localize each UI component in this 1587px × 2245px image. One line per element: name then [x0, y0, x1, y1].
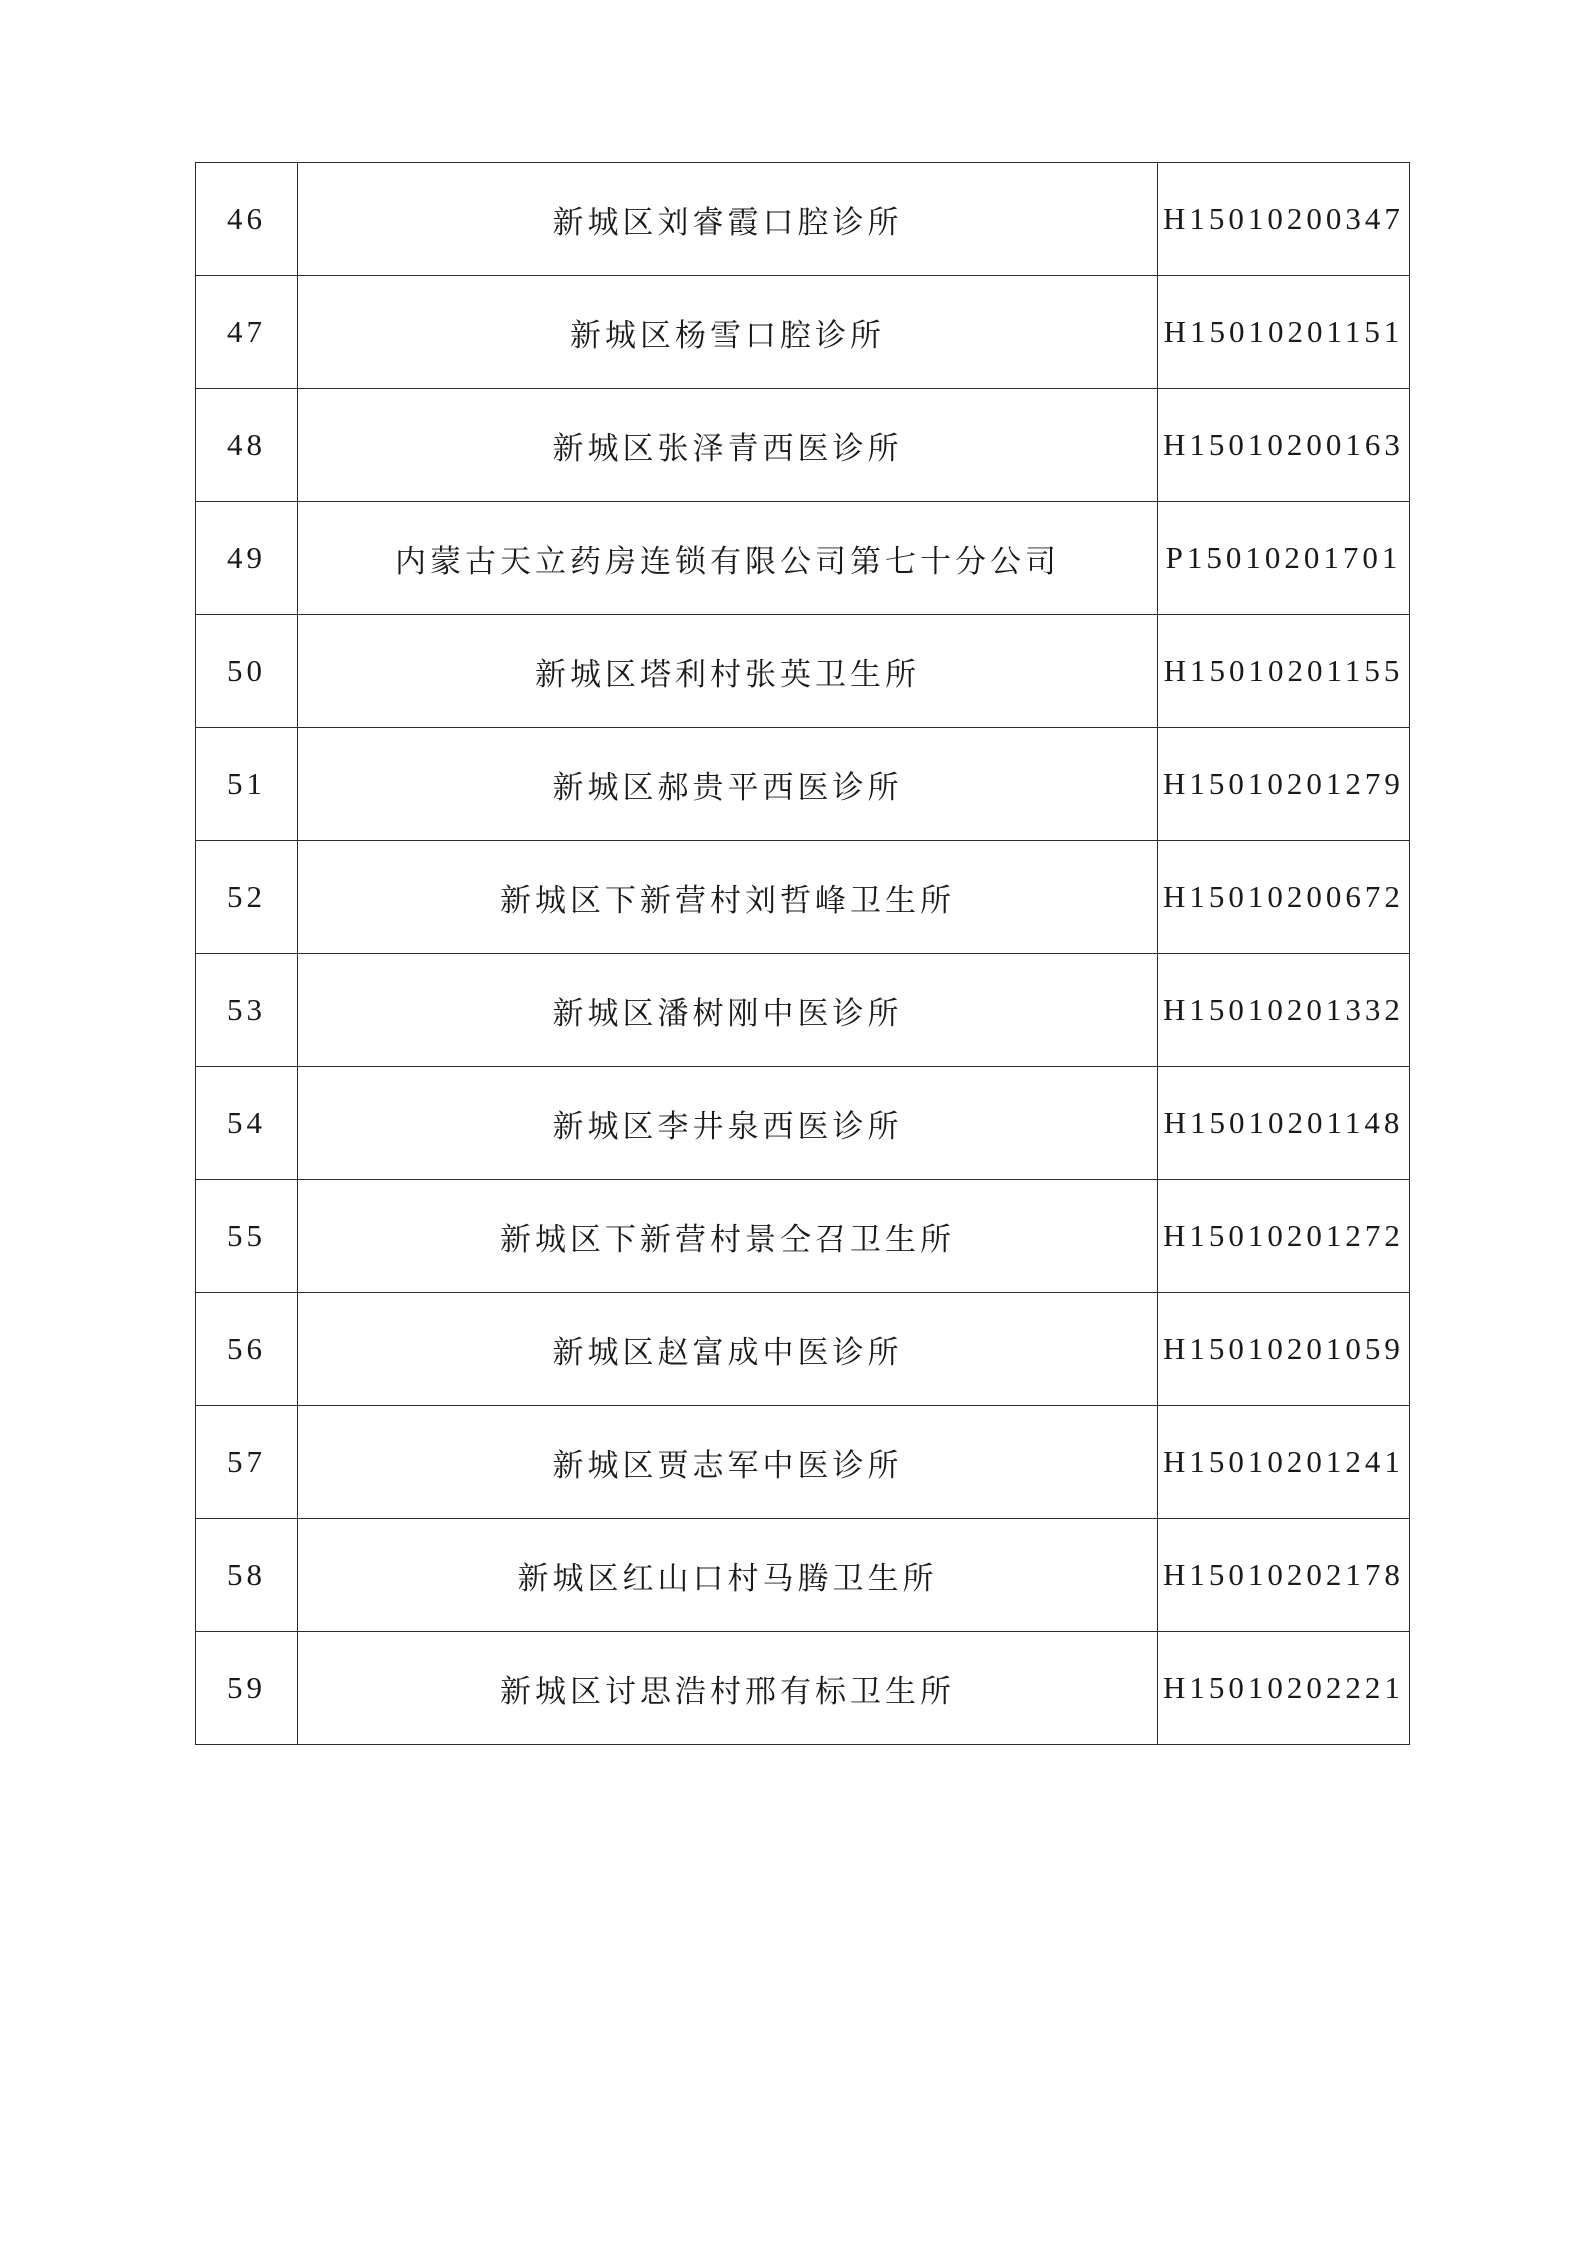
institution-code: H15010201241 — [1158, 1406, 1410, 1519]
institution-name: 新城区下新营村刘哲峰卫生所 — [298, 841, 1158, 954]
row-number: 50 — [196, 615, 298, 728]
table-row — [196, 615, 1410, 728]
institution-name: 内蒙古天立药房连锁有限公司第七十分公司 — [298, 502, 1158, 615]
institution-name: 新城区红山口村马腾卫生所 — [298, 1519, 1158, 1632]
institution-name: 新城区下新营村景仝召卫生所 — [298, 1180, 1158, 1293]
table-row — [196, 1067, 1410, 1180]
institution-name: 新城区塔利村张英卫生所 — [298, 615, 1158, 728]
institution-code: P15010201701 — [1158, 502, 1410, 615]
institution-code: H15010201155 — [1158, 615, 1410, 728]
institution-code: H15010200163 — [1158, 389, 1410, 502]
row-number: 58 — [196, 1519, 298, 1632]
row-number: 59 — [196, 1632, 298, 1745]
row-number: 56 — [196, 1293, 298, 1406]
institution-code: H15010200347 — [1158, 163, 1410, 276]
row-number: 51 — [196, 728, 298, 841]
row-number: 48 — [196, 389, 298, 502]
table-row — [196, 841, 1410, 954]
institution-code: H15010202221 — [1158, 1632, 1410, 1745]
institution-code: H15010200672 — [1158, 841, 1410, 954]
institution-code: H15010201059 — [1158, 1293, 1410, 1406]
table-row — [196, 502, 1410, 615]
table-row — [196, 163, 1410, 276]
institution-code: H15010201272 — [1158, 1180, 1410, 1293]
institution-name: 新城区张泽青西医诊所 — [298, 389, 1158, 502]
institution-code: H15010202178 — [1158, 1519, 1410, 1632]
institution-name: 新城区杨雪口腔诊所 — [298, 276, 1158, 389]
institution-code: H15010201279 — [1158, 728, 1410, 841]
table-row — [196, 1180, 1410, 1293]
institution-table — [195, 162, 1410, 1745]
table-row — [196, 728, 1410, 841]
table-row — [196, 1632, 1410, 1745]
row-number: 47 — [196, 276, 298, 389]
institution-code: H15010201332 — [1158, 954, 1410, 1067]
institution-name: 新城区讨思浩村邢有标卫生所 — [298, 1632, 1158, 1745]
row-number: 57 — [196, 1406, 298, 1519]
row-number: 53 — [196, 954, 298, 1067]
table-row — [196, 1293, 1410, 1406]
table-row — [196, 1519, 1410, 1632]
institution-name: 新城区李井泉西医诊所 — [298, 1067, 1158, 1180]
institution-name: 新城区赵富成中医诊所 — [298, 1293, 1158, 1406]
table-row — [196, 276, 1410, 389]
table-row — [196, 389, 1410, 502]
institution-name: 新城区潘树刚中医诊所 — [298, 954, 1158, 1067]
institution-name: 新城区郝贵平西医诊所 — [298, 728, 1158, 841]
institution-table-body — [196, 163, 1410, 1745]
institution-code: H15010201151 — [1158, 276, 1410, 389]
institution-code: H15010201148 — [1158, 1067, 1410, 1180]
table-row — [196, 1406, 1410, 1519]
row-number: 52 — [196, 841, 298, 954]
table-row — [196, 954, 1410, 1067]
row-number: 55 — [196, 1180, 298, 1293]
row-number: 54 — [196, 1067, 298, 1180]
row-number: 46 — [196, 163, 298, 276]
institution-name: 新城区刘睿霞口腔诊所 — [298, 163, 1158, 276]
institution-name: 新城区贾志军中医诊所 — [298, 1406, 1158, 1519]
row-number: 49 — [196, 502, 298, 615]
